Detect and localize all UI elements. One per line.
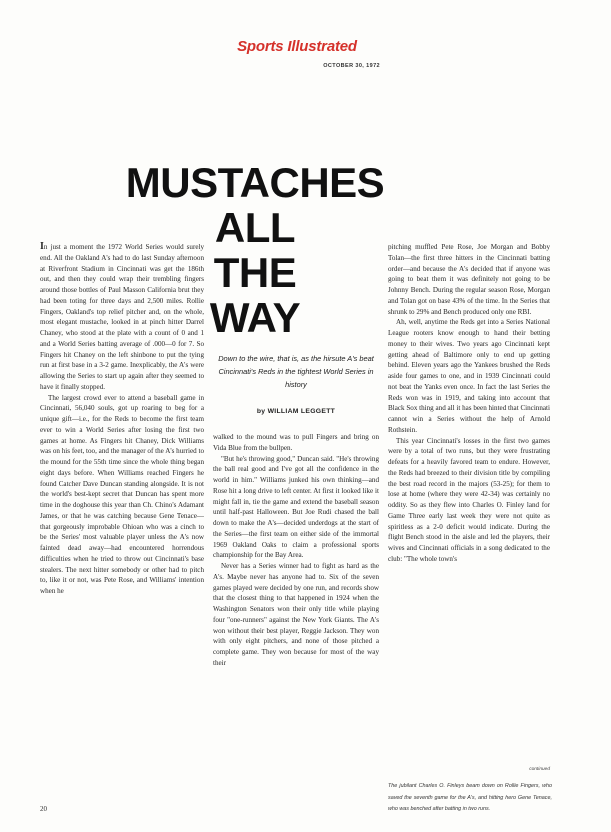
paragraph: The largest crowd ever to attend a baseball game in Cincinnati, 56,040 souls, got up roaring to beg for a unique gift—i.e., for the Reds to become the first team ever to win a World Series after losing the first two games at home. As Fingers hit Chaney, Dick Williams was on his feet, too, and the manager of the A's hurried to the mound for the 55th time since the whole thing began eight days before. When Williams reached Fingers he found Catcher Dave Duncan standing alongside. It is not the world's best-kept secret that Duncan has spent more time in the doghouse this year than Ch. Chino's Adamant James, or that he was catching because Gene Tenace—that gorgeously improbable Ohioan who was a cinch to be the Series' most valuable player unless the A's now fainted dead away—had encountered horrendous difficulties when he tried to throw out Cincinnati's base stealers. The next hitter somebody or other had to pitch to, like it or not, was Pete Rose, and Williams' intention when he xyxy=(40,393,204,595)
article-column-1 xyxy=(40,242,204,798)
paragraph: Ah, well, anytime the Reds get into a Series National League rooters know enough to hand their betting money to their wives. Two years ago Cincinnati kept getting ahead of Baltimore only to end up getting behind. Eleven years ago the Yankees brushed the Reds aside four games to one, and in 1939 Cincinnati could not beat the Yanks even once. In fact the last Series the Reds won was in 1919, and taking into account that Black Sox thing and all it has been hinted that Cincinnati cannot win a Series without the help of Arnold Rothstein. xyxy=(388,318,550,434)
headline-line: WAY xyxy=(209,294,301,341)
article-column-2 xyxy=(213,432,379,798)
paragraph: Never has a Series winner had to fight as hard as the A's. Maybe never has anyone had to. Six of the seven games played were decided by one run, and records show that the closest thing to that happened in 1924 when the Washington Senators won their only title while playing four "one-runners" against the New York Giants. The A's won without their best player, Reggie Jackson. They won with only eight pitchers, and none of those pitched a complete game. They won because for most of the way their xyxy=(213,562,379,667)
paragraph: This year Cincinnati's losses in the first two games were by a total of two runs, but they were frustrating defeats for a heavily favored team to endure. However, the Reds had breezed to their division title by compiling the best road record in the majors (53-25); for them to lose at home (where they were 42-34) was certainly no oddity. So as they flew into Charles O. Finley land for Game Three early last week they were not quite as spiritless as a 2-0 deficit would indicate. During the flight Bench stood in the aisle and led the players, their wives and Cincinnati officials in a song dedicated to the club: "The whole town's xyxy=(388,436,550,563)
drop-cap: I xyxy=(40,242,44,252)
headline-line: THE xyxy=(213,249,297,296)
paragraph: "But he's throwing good," Duncan said. "He's throwing the ball real good and I've got all the confidence in the world in him." Williams junked his own thinking—and Rose hit a long drive to left center. At first it looked like it might fall in, tie the game and extend the baseball season until half-past Halloween. But Joe Rudi chased the ball down to make the A's—decided underdogs at the start of the Series—the first team on either side of the immortal 1969 Oakland Oaks to claim a professional sports championship for the Bay Area. xyxy=(213,454,379,560)
issue-date: OCTOBER 30, 1972 xyxy=(323,63,380,69)
headline-line: MUSTACHES xyxy=(125,159,385,206)
headline-line: ALL xyxy=(214,204,296,251)
paragraph: walked to the mound was to pull Fingers and bring on Vida Blue from the bullpen. xyxy=(213,433,379,452)
photo-caption: The jubilant Charles O. Finleys beam down on Rollie Fingers, who saved the seventh game for the A's, and hitting hero Gene Tenace, who was benched after batting in two runs. xyxy=(388,783,552,813)
paragraph-text: n just a moment the 1972 World Series would surely end. All the Oakland A's had to do last Sunday afternoon at Riverfront Stadium in Cincinnati was get the 186th out, and then they could wrap their trembling fingers around those bottles of Paul Masson California brut they had been toting for three days and 2,500 miles. Rollie Fingers, Oakland's top relief pitcher and, on the whole, most elegant mustache, looked in at pinch hitter Darrel Chaney, who stood at the plate with a count of 0 and 1 and a World Series batting average of .000—0 for 7. So Fingers hit Chaney on the left shinbone to put the tying run at first base in a 3-2 game. Inexplicably, the A's were allowing the Series to start up again after they seemed to have it finally stopped. xyxy=(40,243,204,391)
byline: by WILLIAM LEGGETT xyxy=(256,408,336,415)
paragraph xyxy=(40,242,204,393)
paragraph: pitching muffled Pete Rose, Joe Morgan and Bobby Tolan—the first three hitters in the Cincinnati batting order—and because the A's decided that if anyone was going to beat them it was definitely not going to be Johnny Bench. During the regular season Rose, Morgan and Tolan got on base 43% of the time. In the Series that shrunk to 29% and Bench produced only one RBI. xyxy=(388,243,550,316)
article-column-3 xyxy=(388,242,550,776)
continued-label: continued xyxy=(529,767,550,772)
deck: Down to the wire, that is, as the hirsute A's beat Cincinnati's Reds in the tightest World Series in history xyxy=(218,354,374,390)
page-number: 20 xyxy=(40,805,47,813)
masthead: Sports Illustrated xyxy=(237,38,357,55)
